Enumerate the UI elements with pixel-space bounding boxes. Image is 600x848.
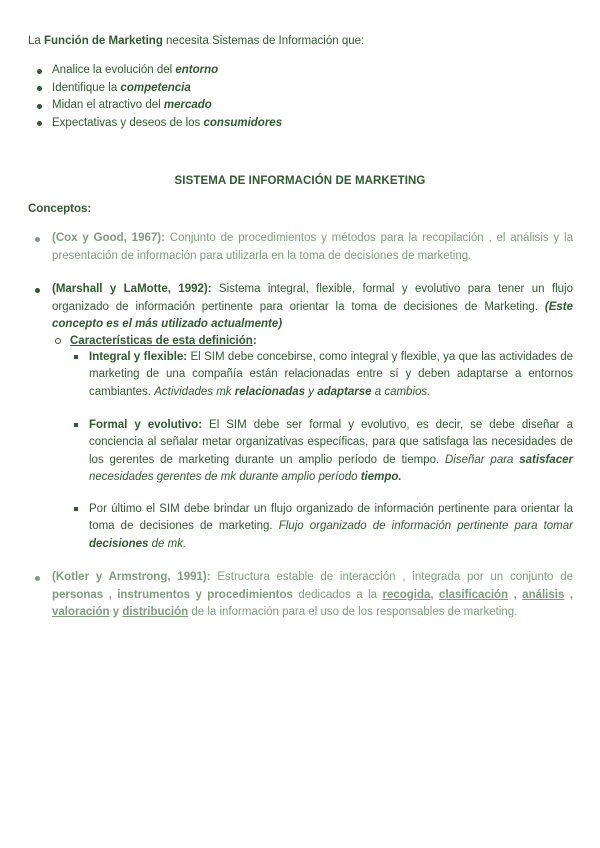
square-bullet-icon (74, 423, 78, 427)
concept-reference: (Marshall y LaMotte, 1992): (52, 283, 212, 295)
intro-suffix: necesita Sistemas de Información que: (162, 35, 365, 47)
circle-bullet-icon (55, 338, 61, 344)
needs-list (34, 62, 574, 132)
list-item: Identifique la competencia (34, 80, 574, 98)
square-bullet-icon (74, 355, 78, 359)
intro-bold: Función de Marketing (44, 35, 163, 47)
feature-flujo-organizado: Por último el SIM debe brindar un flujo organizado de información pertinente para orientar la toma de decisiones de marketing. Flujo organizado de información pertinente para tomar decisiones de mk. (89, 501, 573, 553)
feature-formal-evolutivo: Formal y evolutivo: El SIM debe ser formal y evolutivo, es decir, se debe diseñar a conciencia al señalar metar organizativas específicas, para que satisfaga las necesidades de los gerentes de marketing durante un amplio período de tiempo. Diseñar para satisfacer necesidades gerentes de mk durante amplio período tiempo. (89, 417, 573, 487)
concept-reference: (Kotler y Armstrong, 1991): (52, 571, 211, 583)
intro-prefix: La (28, 35, 44, 47)
list-item: Midan el atractivo del mercado (34, 97, 574, 115)
concept-cox-good: (Cox y Good, 1967): Conjunto de procedimientos y métodos para la recopilación , el análisis y la presentación de información para utilizarla en la toma de decisiones de marketing. (52, 230, 573, 265)
concepts-label: Conceptos: (28, 203, 92, 215)
square-bullet-icon (74, 507, 78, 511)
feature-integral-flexible: Integral y flexible: El SIM debe concebirse, como integral y flexible, ya que las actividades de marketing de una compañía están relacionadas entre sí y deben adaptarse a entornos cambiantes. Actividades mk relacionadas y adaptarse a cambios. (89, 349, 573, 401)
characteristics-heading: Características de esta definición: (70, 333, 257, 349)
bullet-icon (35, 237, 40, 242)
concept-reference: (Cox y Good, 1967): (52, 232, 165, 244)
concept-kotler-armstrong: (Kotler y Armstrong, 1991): Estructura estable de interacción , integrada por un conjunto de personas , instrumentos y procedimientos dedicados a la recogida, clasificación , análisis , valoración y distribución de la información para el uso de los responsables de marketing. (52, 569, 573, 622)
list-item: Analice la evolución del entorno (34, 62, 574, 80)
concept-marshall-lamotte: (Marshall y LaMotte, 1992): Sistema integral, flexible, formal y evolutivo para tener un flujo organizado de información pertinente para orientar la toma de decisiones de Marketing. (Este concepto es el más utilizado actualmente) (52, 281, 573, 334)
section-title: SISTEMA DE INFORMACIÓN DE MARKETING (174, 175, 426, 187)
bullet-icon (35, 288, 40, 293)
concept-note: (Este concepto es el más utilizado actualmente) (52, 300, 573, 331)
bullet-icon (35, 576, 40, 581)
intro-paragraph (28, 33, 573, 49)
list-item: Expectativas y deseos de los consumidores (34, 115, 574, 133)
